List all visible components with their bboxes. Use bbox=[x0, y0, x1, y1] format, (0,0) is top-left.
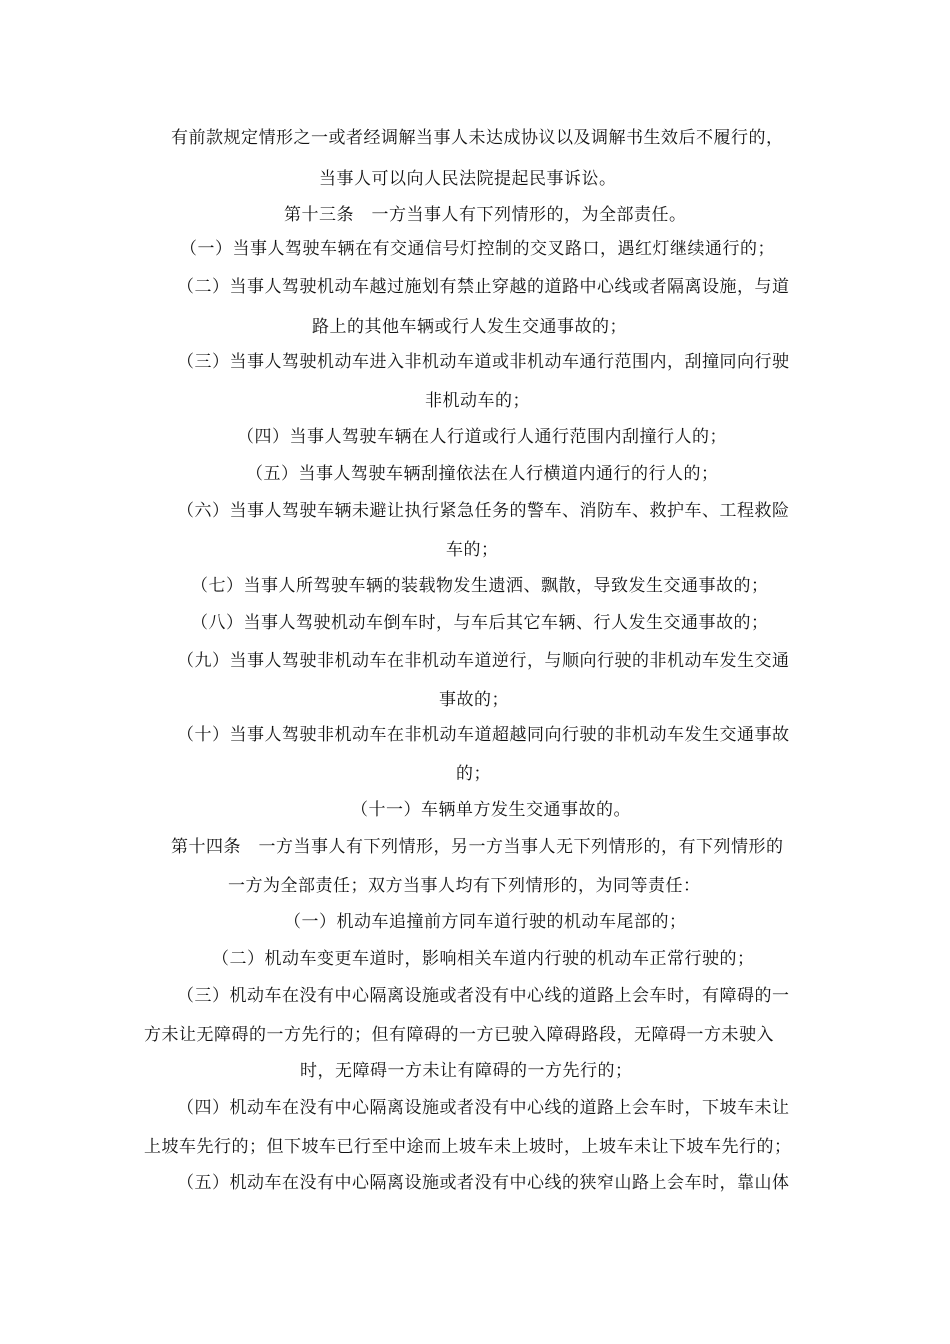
text-line: 非机动车的； bbox=[425, 391, 530, 411]
section-heading: 第十三条 一方当事人有下列情形的，为全部责任。 bbox=[284, 205, 687, 225]
text-line: （三）机动车在没有中心隔离设施或者没有中心线的道路上会车时，有障碍的一 bbox=[177, 986, 790, 1006]
text-line: 上坡车先行的；但下坡车已行至中途而上坡车未上坡时，上坡车未让下坡车先行的； bbox=[144, 1137, 792, 1157]
text-line: （一）机动车追撞前方同车道行驶的机动车尾部的； bbox=[284, 912, 687, 932]
text-line: （八）当事人驾驶机动车倒车时，与车后其它车辆、行人发生交通事故的； bbox=[191, 613, 769, 633]
text-line: （四）当事人驾驶车辆在人行道或行人通行范围内刮撞行人的； bbox=[237, 427, 727, 447]
text-line: （五）机动车在没有中心隔离设施或者没有中心线的狭窄山路上会车时，靠山体 bbox=[177, 1173, 790, 1193]
text-line: （十）当事人驾驶非机动车在非机动车道超越同向行驶的非机动车发生交通事故 bbox=[177, 725, 790, 745]
text-line: 一方为全部责任；双方当事人均有下列情形的，为同等责任： bbox=[228, 876, 701, 896]
text-line: （一）当事人驾驶车辆在有交通信号灯控制的交叉路口，遇红灯继续通行的； bbox=[180, 239, 775, 259]
section-heading: 第十四条 一方当事人有下列情形，另一方当事人无下列情形的，有下列情形的 bbox=[171, 837, 784, 857]
text-line: （二）机动车变更车道时，影响相关车道内行驶的机动车正常行驶的； bbox=[212, 949, 755, 969]
text-line: （十一）车辆单方发生交通事故的。 bbox=[351, 800, 631, 820]
text-line: 的； bbox=[456, 764, 491, 784]
text-line: （五）当事人驾驶车辆刮撞依法在人行横道内通行的行人的； bbox=[246, 464, 719, 484]
text-line: （三）当事人驾驶机动车进入非机动车道或非机动车通行范围内，刮撞同向行驶 bbox=[177, 352, 790, 372]
text-line: 事故的； bbox=[439, 690, 509, 710]
text-line: （六）当事人驾驶车辆未避让执行紧急任务的警车、消防车、救护车、工程救险 bbox=[177, 501, 790, 521]
text-line: 车的； bbox=[446, 540, 499, 560]
text-line: 时，无障碍一方未让有障碍的一方先行的； bbox=[300, 1061, 633, 1081]
text-line: 有前款规定情形之一或者经调解当事人未达成协议以及调解书生效后不履行的， bbox=[171, 128, 784, 148]
text-line: （二）当事人驾驶机动车越过施划有禁止穿越的道路中心线或者隔离设施，与道 bbox=[177, 277, 790, 297]
text-line: （九）当事人驾驶非机动车在非机动车道逆行，与顺向行驶的非机动车发生交通 bbox=[177, 651, 790, 671]
text-line: 方未让无障碍的一方先行的；但有障碍的一方已驶入障碍路段，无障碍一方未驶入 bbox=[144, 1025, 774, 1045]
text-line: 路上的其他车辆或行人发生交通事故的； bbox=[312, 317, 627, 337]
text-line: （四）机动车在没有中心隔离设施或者没有中心线的道路上会车时，下坡车未让 bbox=[177, 1098, 790, 1118]
text-line: 当事人可以向人民法院提起民事诉讼。 bbox=[319, 169, 617, 189]
text-line: （七）当事人所驾驶车辆的装载物发生遗洒、飘散，导致发生交通事故的； bbox=[191, 576, 769, 596]
